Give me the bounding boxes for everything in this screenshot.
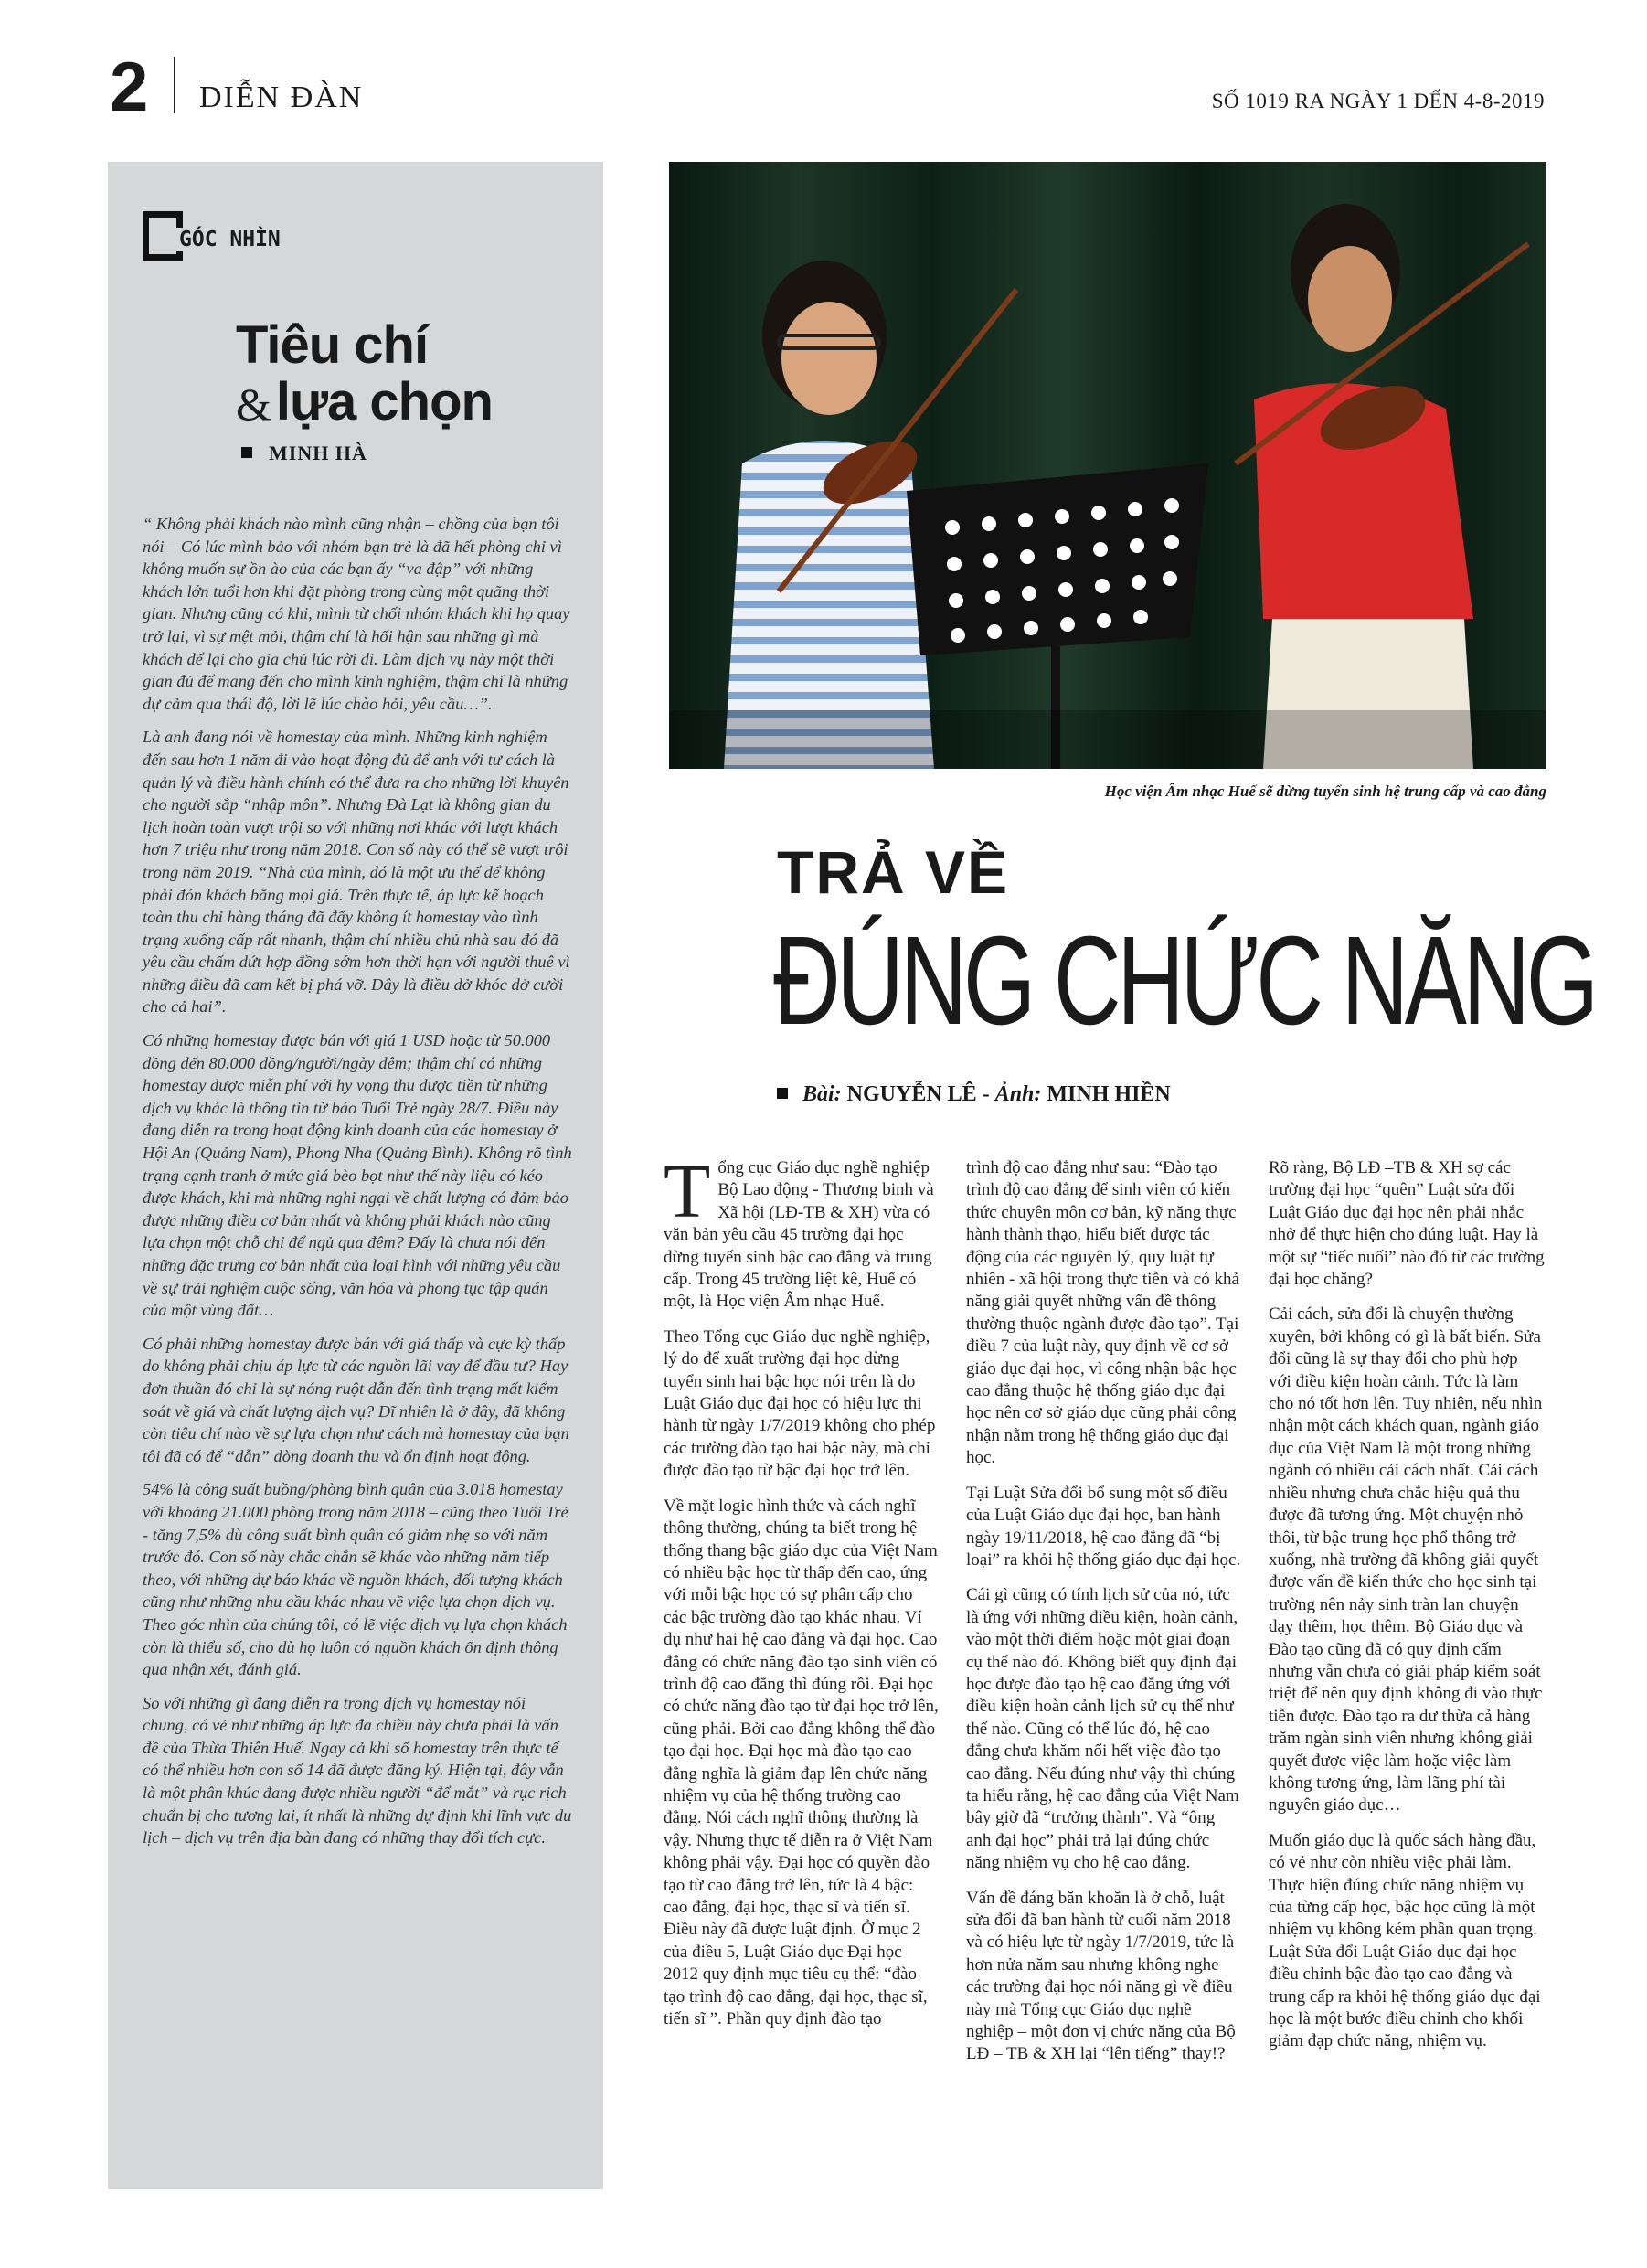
header-divider [174, 57, 175, 113]
sidebar-column [108, 162, 603, 2189]
byline-author: NGUYỄN LÊ [846, 1082, 977, 1106]
sidebar-title-amp: & [236, 378, 271, 430]
article-column-2 [966, 1157, 1242, 2079]
sidebar-paragraph: 54% là công suất buồng/phòng bình quân của 3.018 homestay với khoảng 21.000 phòng trong năm 2018 – cũng theo Tuổi Trẻ - tăng 7,5% dù công suất bình quân có giảm nhẹ so với năm trước đó. Con số này chắc chắn sẽ khác vào những năm tiếp theo, với những dự báo khác về nguồn khách, đối tượng khách cũng như những nhu cầu khác nhau về việc lựa chọn dịch vụ. Theo góc nhìn của chúng tôi, có lẽ việc dịch vụ lựa chọn khách còn là thiểu số, cho dù họ luôn có nguồn khách ổn định thông qua nhận xét, đánh giá. [143, 1480, 568, 1679]
article-column-1 [664, 1149, 940, 2043]
section-title: DIỄN ĐÀN [199, 80, 364, 114]
sidebar-paragraph: “ Không phải khách nào mình cũng nhận – chồng của bạn tôi nói – Có lúc mình bảo với nhóm bạn trẻ là đã hết phòng chỉ vì không muốn sự ồn ào của các bạn ấy “va đập” với những khách lớn tuổi hơn khi đặt phòng trong cùng một quãng thời gian. Nhưng cũng có khi, mình từ chối nhóm khách khi họ quay trở lại, vì sự mệt mỏi, thậm chí là hối hận sau những gì mà khách để lại cho gia chủ lúc rời đi. Làm dịch vụ này một thời gian đủ để mang đến cho mình kinh nghiệm, thậm chí là những dự cảm qua thái độ, lời lẽ lúc chào hỏi, yêu cầu…”. [143, 515, 570, 713]
sidebar-author [241, 442, 367, 465]
headline-kicker: TRẢ VỀ [777, 838, 1010, 906]
bullet-square [241, 447, 252, 458]
sidebar-body [143, 513, 572, 1860]
article-paragraph: Vấn đề đáng băn khoăn là ở chỗ, luật sửa đổi đã ban hành từ cuối năm 2018 và có hiệu lực từ ngày 1/7/2019, tức là hơn nửa năm sau nhưng không nghe các trường đại học nói năng gì về điều này mà Tổng cục Giáo dục nghề nghiệp – một đơn vị chức năng của Bộ LĐ – TB & XH lại “lên tiếng” thay!? [966, 1888, 1236, 2064]
article-paragraph: Về mặt logic hình thức và cách nghĩ thông thường, chúng ta biết trong hệ thống thang bậc giáo dục của Việt Nam có nhiều bậc học từ thấp đến cao, ứng với mỗi bậc học có sự phân cấp cho các bậc trường đào tạo khác nhau. Ví dụ như hai hệ cao đẳng và đại học. Cao đẳng có chức năng đào tạo sinh viên có trình độ cao đẳng thì đúng rồi. Đại học có chức năng đào tạo từ đại học trở lên, cũng phải. Bởi cao đẳng không thể đào tạo đại học. Đại học mà đào tạo cao đẳng nghĩa là giảm đạp lên chức năng nhiệm vụ của hệ thống trường cao đẳng. Nói cách nghĩ thông thường là vậy. Nhưng thực tế diễn ra ở Việt Nam không phải vậy. Đại học có quyền đào tạo từ cao đẳng trở lên, tức là 4 bậc: cao đẳng, đại học, thạc sĩ và tiến sĩ. Điều này đã được luật định. Ở mục 2 của điều 5, Luật Giáo dục Đại học 2012 quy định mục tiêu cụ thể: “đào tạo trình độ cao đẳng, đại học, thạc sĩ, tiến sĩ ”. Phần quy định đào tạo [664, 1496, 939, 2029]
byline: Bài: NGUYỄN LÊ - Ảnh: MINH HIỀN [777, 1082, 1171, 1107]
article-paragraph: Rõ ràng, Bộ LĐ –TB & XH sợ các trường đại học “quên” Luật sửa đổi Luật Giáo dục đại học nên phải nhắc nhở để thực hiện cho đúng luật. Hay là một sự “tiếc nuối” nào đó từ các trường đại học chăng? [1269, 1158, 1545, 1290]
sidebar-title [236, 317, 493, 432]
article-paragraph: Cái gì cũng có tính lịch sử của nó, tức là ứng với những điều kiện, hoàn cảnh, vào một thời điểm hoặc một giai đoạn cụ thể nào đó. Không biết quy định đại học được đào tạo hệ cao đẳng ứng với điều kiện hoàn cảnh lịch sử cụ thể như thế nào. Cũng có thể lúc đó, hệ cao đẳng chưa khăm nổi hết việc đào tạo cao đẳng. Nếu đúng như vậy thì chúng ta hiểu rằng, hệ cao đẳng của Việt Nam bây giờ đã “trưởng thành”. Và “ông anh đại học” phải trả lại đúng chức năng nhiệm vụ cho hệ cao đẳng. [966, 1585, 1239, 1873]
sidebar-paragraph: Là anh đang nói về homestay của mình. Những kinh nghiệm đến sau hơn 1 năm đi vào hoạt động đủ để anh với tư cách là quản lý và điều hành chính có thể đưa ra cho những lời khuyên cho người sắp “nhập môn”. Nhưng Đà Lạt là không gian du lịch hoàn toàn vượt trội so với những nơi khác với lượt khách hơn 7 triệu như trong năm 2018. Con số này có thể sẽ vượt trội trong năm 2019. “Nhà của mình, đó là một ưu thế để không phải đón khách bằng mọi giá. Trên thực tế, áp lực kế hoạch toàn thu chỉ hàng tháng đã đẩy không ít homestay vào tình trạng xuống cấp rất nhanh, thậm chí nhiều chủ nhà sau đó đã yêu cầu chấm dứt hợp đồng sớm hơn thời hạn với người thuê vì những điều đã cam kết bị phá vỡ. Đây là điều dở khóc dở cười cho cả hai”. [143, 728, 570, 1017]
sidebar-paragraph: So với những gì đang diễn ra trong dịch vụ homestay nói chung, có vẻ như những áp lực đa chiều này chưa phải là vấn đề của Thừa Thiên Huế. Ngay cả khi số homestay trên thực tế có thể nhiều hơn con số 14 đã được đăng ký. Hiện tại, đây vẫn là một phân khúc đang được nhiều người “để mắt” và rục rịch chuẩn bị cho tương lai, ít nhất là những dự định khi lĩnh vực du lịch – dịch vụ trên địa bàn đang có những thay đổi tích cực. [143, 1693, 572, 1847]
article-paragraph: Theo Tổng cục Giáo dục nghề nghiệp, lý do để xuất trường đại học dừng tuyển sinh hai bậc học nói trên là do Luật Giáo dục đại học có hiệu lực thi hành từ ngày 1/7/2019 không cho phép các trường đào tạo hai bậc này, mà chỉ được đào tạo từ bậc đại học trở lên. [664, 1326, 936, 1481]
article-column-3 [1269, 1157, 1545, 2066]
byline-label: Bài: [802, 1082, 842, 1106]
article-paragraph: Cải cách, sửa đổi là chuyện thường xuyên, bởi không có gì là bất biến. Sửa đổi cũng là sự thay đổi cho phù hợp với điều kiện hoàn cảnh. Tức là làm cho nó tốt hơn lên. Tuy nhiên, nếu nhìn nhận một cách khách quan, ngành giáo dục của Việt Nam là một trong những ngành có nhiều cải cách nhất. Cải cách nhiều nhưng chưa chắc hiệu quả thu được đã tương ứng. Một chuyện nhỏ thôi, từ bậc trung học phổ thông trở xuống, nhà trường đã không giải quyết được vấn đề kiến thức cho học sinh tại trường nên nảy sinh tràn lan chuyện dạy thêm, học thêm. Bộ Giáo dục và Đào tạo cũng đã có quy định cấm nhưng vẫn chưa có giải pháp kiểm soát triệt để nên quy định không đi vào thực tiễn được. Đào tạo ra dư thừa cả hàng trăm ngàn sinh viên nhưng không giải quyết được việc làm hoặc việc làm không tương ứng, làm lãng phí tài nguyên giáo dục… [1269, 1304, 1543, 1815]
article-paragraph: Muốn giáo dục là quốc sách hàng đầu, có vẻ như còn nhiều việc phải làm. Thực hiện đúng chức năng nhiệm vụ của từng cấp học, bậc học cũng là một nhiệm vụ không kém phần quan trọng. Luật Sửa đổi Luật Giáo dục đại học điều chỉnh bậc đào tạo cao đẳng và trung cấp ra khỏi hệ thống giáo dục đại học là một bước điều chỉnh cho khối giảm đạp chức năng, nhiệm vụ. [1269, 1830, 1541, 2051]
photo-caption: Học viện Âm nhạc Huế sẽ dừng tuyển sinh hệ trung cấp và cao đẳng [1104, 783, 1546, 800]
column-label: GÓC NHÌN [175, 228, 284, 251]
sidebar-paragraph: Có những homestay được bán với giá 1 USD hoặc từ 50.000 đồng đến 80.000 đồng/người/ngày đêm; thậm chí có những homestay được miễn phí với hy vọng thu được tiền từ những dịch vụ khác là thông tin từ báo Tuổi Trẻ ngày 28/7. Điều này đang diễn ra trong hoạt động kinh doanh của các homestay ở Hội An (Quảng Nam), Phong Nha (Quảng Bình). Không rõ tình trạng cạnh tranh ở mức giá bèo bọt như thế này liệu có kéo được khách, khi mà những nghi ngại về chất lượng có đảm bảo được những điều cơ bản nhất và không phải khách nào cũng lựa chọn một chỗ chỉ để ngủ qua đêm? Đấy là chưa nói đến những đặc trưng cơ bản nhất của loại hình với những yêu cầu về sự trải nghiệm cuộc sống, văn hóa và phong tục tập quán của một vùng đất… [143, 1031, 572, 1320]
article-paragraph: Tại Luật Sửa đổi bổ sung một số điều của Luật Giáo dục đại học, ban hành ngày 19/11/2018, hệ cao đẳng đã “bị loại” ra khỏi hệ thống giáo dục đại học. [966, 1483, 1241, 1570]
article-paragraph: ổng cục Giáo dục nghề nghiệp Bộ Lao động - Thương binh và Xã hội (LĐ-TB & XH) vừa có văn bản yêu cầu 45 trường đại học dừng tuyển sinh bậc cao đẳng và trung cấp. Trong 45 trường liệt kê, Huế có một, là Học viện Âm nhạc Huế. [664, 1158, 934, 1312]
sidebar-paragraph: Có phải những homestay được bán với giá thấp và cực kỳ thấp do không phải chịu áp lực từ các nguồn lãi vay để đầu tư? Hay đơn thuần đó chỉ là sự nóng ruột dẫn đến tình trạng mất kiểm soát về giá và chất lượng dịch vụ? Dĩ nhiên là ở đây, đã không còn tiêu chí nào về sự lựa chọn như cách mà homestay của bạn tôi đã có để “dẫn” dòng doanh thu và ổn định hoạt động. [143, 1334, 569, 1465]
bullet-square [777, 1088, 788, 1099]
issue-info: SỐ 1019 RA NGÀY 1 ĐẾN 4-8-2019 [1211, 90, 1545, 112]
page-number: 2 [110, 48, 149, 126]
sidebar-author-name: MINH HÀ [269, 442, 367, 464]
violinists-illustration [669, 162, 1546, 769]
headline: ĐÚNG CHỨC NĂNG [773, 910, 1595, 1051]
byline-photographer: MINH HIỀN [1047, 1082, 1171, 1106]
byline-photo-label: Ảnh: [994, 1082, 1042, 1106]
article-photo [669, 162, 1546, 769]
sidebar-title-line2: lựa chọn [275, 372, 493, 431]
article-paragraph: trình độ cao đẳng như sau: “Đào tạo trình độ cao đẳng để sinh viên có kiến thức chuyên môn cơ bản, kỹ năng thực hành thành thạo, hiểu biết được tác động của các nguyên lý, quy luật tự nhiên - xã hội trong thực tiễn và có khả năng giải quyết những vấn đề thông thường thuộc ngành được đào tạo”. Tại điều 7 của luật này, quy định về cơ sở giáo dục đại học, vì công nhận bậc học cao đẳng thuộc hệ thống giáo dục đại học nên cơ sở giáo dục cũng phải công nhận nằm trong hệ thống giáo dục đại học. [966, 1158, 1239, 1468]
drop-cap: T [664, 1149, 711, 1234]
sidebar-title-line1: Tiêu chí [236, 315, 429, 375]
